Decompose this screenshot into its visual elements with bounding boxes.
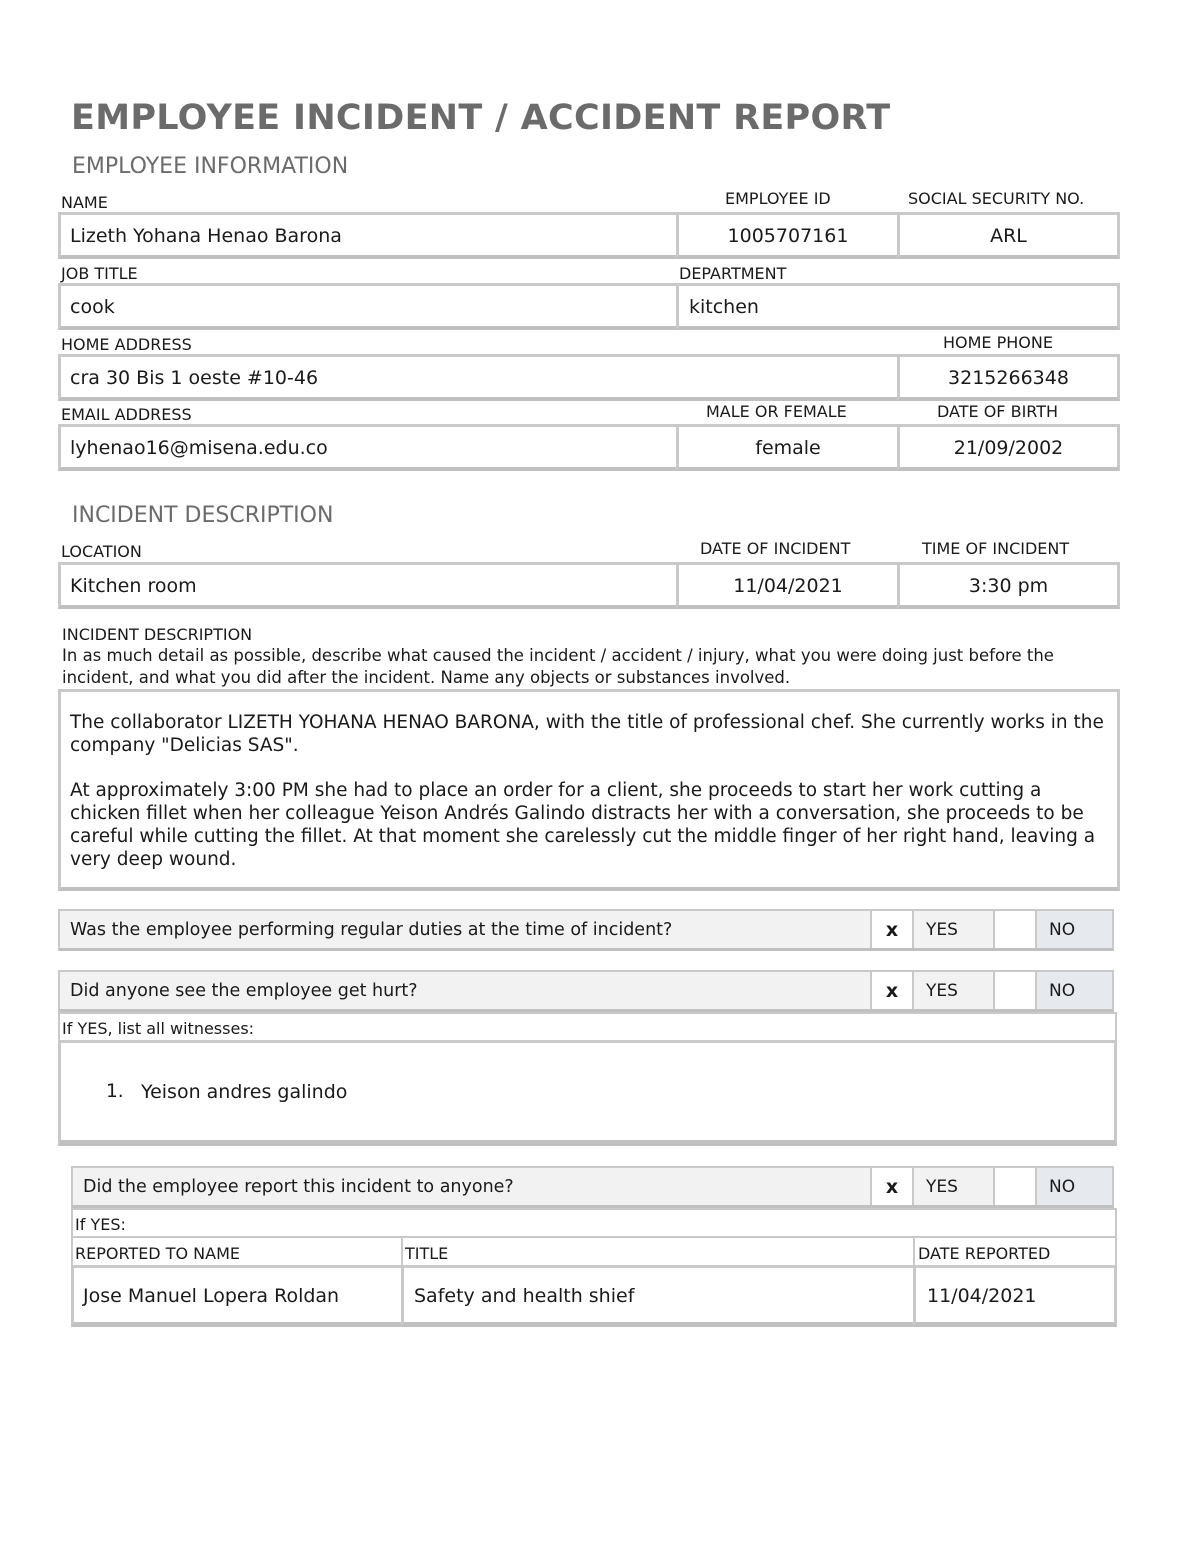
regular-duties-yes-label: YES [914,911,995,948]
regular-duties-no-checkbox[interactable] [995,911,1037,948]
header-divider [401,1238,403,1265]
regular-duties-no-label: NO [1037,911,1112,948]
time-of-incident-label: TIME OF INCIDENT [922,539,1070,558]
date-of-incident-field[interactable] [676,562,900,609]
reported-title-value: Safety and health shief [414,1285,635,1307]
job-title-label: JOB TITLE [61,264,138,283]
reported-to-name-label: REPORTED TO NAME [75,1244,240,1263]
gender-value: female [755,437,821,459]
question-reported-text: Did the employee report this incident to anyone? [73,1168,872,1205]
dob-label: DATE OF BIRTH [937,402,1059,421]
question-regular-duties-text: Was the employee performing regular duties at the time of incident? [60,911,872,948]
dob-field[interactable] [897,424,1120,471]
job-title-value: cook [70,296,115,318]
incident-description-instructions: In as much detail as possible, describe what caused the incident / accident / injury, what you were doing just before the incident, and what you did after the incident. Name any objects or substances involved. [62,646,1054,687]
department-field[interactable] [676,283,1120,330]
date-reported-label: DATE REPORTED [918,1244,1051,1263]
date-reported-field[interactable] [913,1265,1117,1327]
ssn-value: ARL [990,225,1027,247]
witnessed-yes-checkbox[interactable]: x [872,972,914,1009]
home-phone-field[interactable] [897,354,1120,401]
department-label: DEPARTMENT [679,264,787,283]
employee-id-field[interactable] [676,212,900,259]
regular-duties-yes-checkbox[interactable]: x [872,911,914,948]
reported-to-name-field[interactable] [71,1265,404,1327]
name-field[interactable] [58,212,679,259]
reported-to-name-value: Jose Manuel Lopera Roldan [83,1285,340,1307]
home-phone-label: HOME PHONE [943,333,1053,352]
witness-number: 1. [106,1081,124,1102]
home-address-value: cra 30 Bis 1 oeste #10-46 [70,367,319,389]
gender-field[interactable] [676,424,900,471]
incident-description-text [70,711,1110,893]
incident-description-paragraph-1: The collaborator LIZETH YOHANA HENAO BARONA, with the title of professional chef. She currently works in the company "Delicias SAS". [70,712,1104,756]
witnessed-no-label: NO [1037,972,1112,1009]
if-yes-row [71,1208,1117,1238]
question-witnessed [58,970,1114,1012]
employee-id-label: EMPLOYEE ID [725,189,831,208]
time-of-incident-value: 3:30 pm [968,575,1049,597]
dob-value: 21/09/2002 [953,437,1064,459]
reported-no-label: NO [1037,1168,1112,1205]
home-address-label: HOME ADDRESS [61,335,192,354]
witnessed-no-checkbox[interactable] [995,972,1037,1009]
witness-list-label: If YES, list all witnesses: [62,1019,255,1038]
incident-description-paragraph-2: At approximately 3:00 PM she had to place an order for a client, she proceeds to start her work cutting a chicken fillet when her colleague Yeison Andrés Galindo distracts her with a conversation, she proceeds to be careful while cutting the fillet. At that moment she carelessly cut the middle finger of her right hand, leaving a very deep wound. [70,780,1096,870]
location-field[interactable] [58,562,679,609]
reported-no-checkbox[interactable] [995,1168,1037,1205]
question-regular-duties [58,909,1114,951]
name-value: Lizeth Yohana Henao Barona [70,225,342,247]
header-divider [913,1238,915,1265]
email-label: EMAIL ADDRESS [61,405,192,424]
time-of-incident-field[interactable] [897,562,1120,609]
department-value: kitchen [689,296,759,318]
home-address-field[interactable] [58,354,900,401]
incident-description-label: INCIDENT DESCRIPTION [62,625,253,644]
if-yes-label: If YES: [75,1215,126,1234]
email-field[interactable] [58,424,679,471]
witnessed-yes-label: YES [914,972,995,1009]
gender-label: MALE OR FEMALE [706,402,847,421]
witness-1-value: Yeison andres galindo [141,1081,348,1103]
job-title-field[interactable] [58,283,679,330]
question-witnessed-text: Did anyone see the employee get hurt? [60,972,872,1009]
date-reported-value: 11/04/2021 [927,1285,1037,1307]
incident-description-field[interactable] [58,689,1120,891]
ssn-label: SOCIAL SECURITY NO. [908,189,1085,208]
reported-title-label: TITLE [405,1244,449,1263]
location-value: Kitchen room [70,575,197,597]
ssn-field[interactable] [897,212,1120,259]
section-employee-information: EMPLOYEE INFORMATION [72,154,349,179]
home-phone-value: 3215266348 [948,367,1069,389]
section-incident-description: INCIDENT DESCRIPTION [72,503,334,528]
witness-list-field[interactable] [58,1040,1117,1146]
reported-yes-checkbox[interactable]: x [872,1168,914,1205]
name-label: NAME [61,193,108,212]
location-label: LOCATION [61,542,142,561]
employee-id-value: 1005707161 [727,225,849,247]
email-value: lyhenao16@misena.edu.co [70,437,328,459]
question-reported [71,1166,1114,1208]
date-of-incident-value: 11/04/2021 [733,575,843,597]
date-of-incident-label: DATE OF INCIDENT [700,539,851,558]
reported-title-field[interactable] [401,1265,916,1327]
page-title: EMPLOYEE INCIDENT / ACCIDENT REPORT [71,98,891,138]
witness-label-row [58,1012,1117,1042]
reported-yes-label: YES [914,1168,995,1205]
reported-header-row [71,1236,1117,1267]
